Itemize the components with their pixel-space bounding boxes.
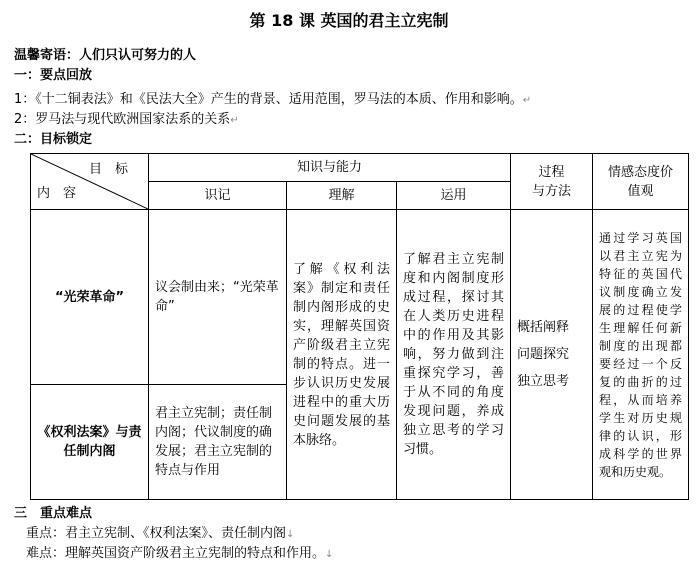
review-item-1: 1：《十二铜表法》和《民法大全》产生的背景、适用范围，罗马法的本质、作用和影响。↵: [14, 92, 532, 107]
header-apply: 运用: [397, 182, 511, 210]
motto: 温馨寄语：人们只认可努力的人: [14, 48, 197, 63]
header-understand: 理解: [287, 182, 397, 210]
table-corner-cell: [31, 154, 149, 210]
process-item: 独立思考: [517, 374, 570, 389]
corner-label-content: 内 容: [37, 186, 77, 201]
apply-cell: 了解君主立宪制度和内阁制度形成过程，探讨其在人类历史进程中的作用及其影响，努力做到注重探究学习，善于从不同的角度发现问题，养成独立思考的学习习惯。: [397, 210, 511, 500]
review-item-2: 2：罗马法与现代欧洲国家法系的关系↵: [14, 112, 239, 127]
section3-heading: 三 重点难点: [14, 506, 93, 521]
understand-cell: 了解《权利法案》制定和责任制内阁形成的史实，理解英国资产阶级君主立宪制的特点。进一步认识历史发展进程中的重大历史问题发展的基本脉络。: [287, 210, 397, 500]
section2-heading: 二：目标锁定: [14, 132, 93, 147]
content-glorious-revolution: “光荣革命”: [31, 210, 149, 385]
recall-cell-2: 君主立宪制；责任制内阁；代议制度的确发展；君主立宪制的特点与作用: [149, 385, 287, 500]
key-points: 重点：君主立宪制、《权利法案》、责任制内阁↓: [26, 526, 295, 541]
section1-heading: 一：要点回放: [14, 68, 93, 83]
difficult-points: 难点：理解英国资产阶级君主立宪制的特点和作用。↓: [26, 546, 334, 561]
process-item: 问题探究: [517, 347, 570, 362]
header-recall: 识记: [149, 182, 287, 210]
header-emotion: 情感态度价 值观: [593, 154, 689, 210]
corner-label-goal: 目 标: [88, 162, 128, 177]
lesson-title: 第 18 课 英国的君主立宪制: [249, 11, 449, 30]
header-knowledge: 知识与能力: [149, 154, 511, 182]
header-process: 过程 与方法: [511, 154, 593, 210]
content-bill-of-rights: 《权利法案》与责任制内阁: [31, 385, 149, 500]
recall-cell-1: 议会制由来；“光荣革命”: [149, 210, 287, 385]
emotion-cell: 通过学习英国以君主立宪为特征的英国代议制度确立发展的过程使学生理解任何新制度的出现都要经过一个反复的曲折的过程，从而培养学生对历史规律的认识，形成科学的世界观和历史观。: [593, 210, 689, 500]
process-cell: [511, 210, 593, 500]
goals-table: [30, 153, 689, 500]
process-item: 概括阐释: [517, 320, 570, 335]
